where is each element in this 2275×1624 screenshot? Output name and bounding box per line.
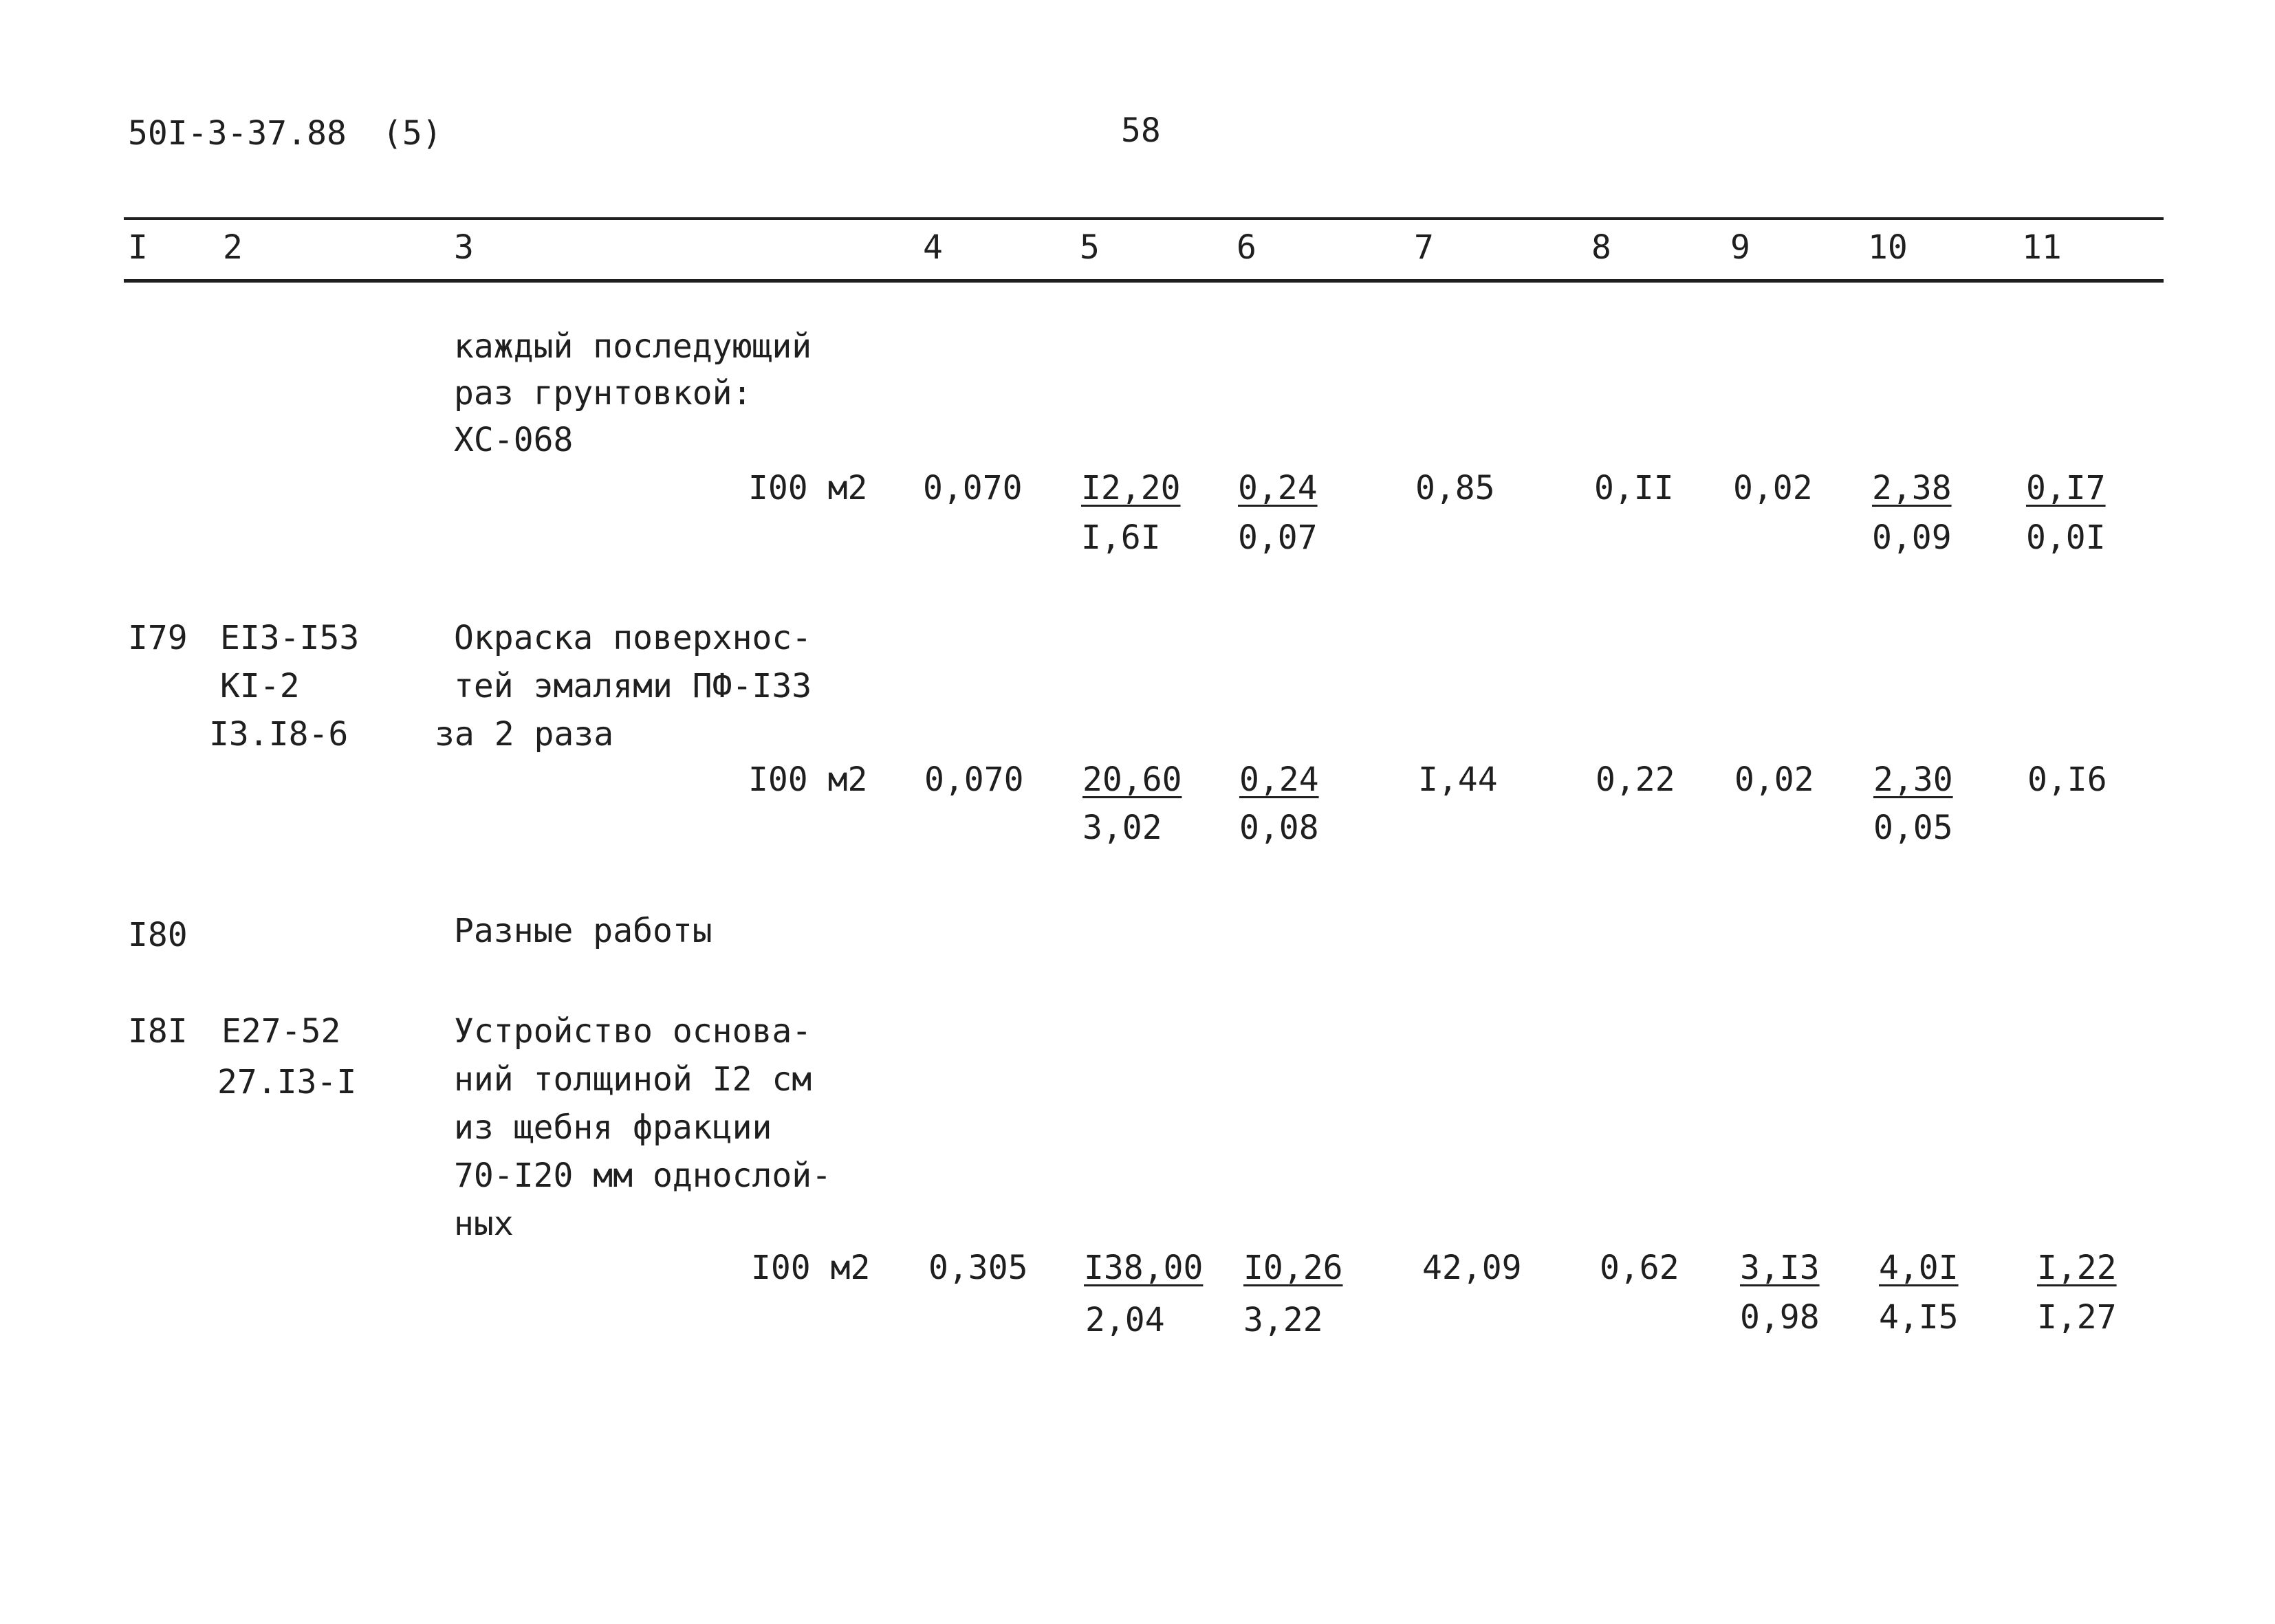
row-col6-bottom: 3,22 [1243, 1301, 1323, 1339]
row-quantity: 0,070 [923, 469, 1023, 507]
row-col5-top: I2,20 [1081, 469, 1181, 507]
row-col6-top: I0,26 [1243, 1249, 1343, 1287]
row-col7: I,44 [1418, 760, 1498, 799]
row-unit: I00 м2 [748, 760, 868, 799]
row-col5-bottom: I,6I [1081, 518, 1161, 557]
row-description-line: ний толщиной I2 см [454, 1060, 812, 1099]
row-col10-bottom: 0,05 [1873, 809, 1953, 847]
row-col10-bottom: 0,09 [1872, 518, 1952, 557]
document-part: (5) [382, 114, 442, 153]
column-header-8: 8 [1591, 228, 1611, 267]
row-col11-top: 0,I6 [2027, 760, 2107, 799]
row-col11-top: I,22 [2037, 1249, 2117, 1287]
row-col8: 0,II [1594, 469, 1674, 507]
row-col6-top: 0,24 [1238, 469, 1318, 507]
column-header-3: 3 [454, 228, 474, 267]
table-top-rule [124, 217, 2164, 220]
row-description-line: Окраска поверхнос- [454, 619, 812, 657]
row-col8: 0,22 [1596, 760, 1675, 799]
column-header-10: 10 [1868, 228, 1908, 267]
row-col10-top: 2,30 [1873, 760, 1953, 799]
row-description-line: тей эмалями ПФ-I33 [454, 667, 812, 705]
row-col6-top: 0,24 [1239, 760, 1319, 799]
row-code-line: 27.I3-I [217, 1063, 357, 1101]
row-col6-bottom: 0,08 [1239, 809, 1319, 847]
row-description-line: Разные работы [454, 912, 712, 950]
row-code-line: EI3-I53 [220, 619, 360, 657]
row-col11-bottom: I,27 [2037, 1298, 2117, 1337]
row-code-line: KI-2 [220, 667, 300, 705]
row-description-line: раз грунтовкой: [454, 374, 752, 413]
row-description-line: ХС-068 [454, 421, 574, 459]
row-number: I80 [128, 916, 188, 954]
row-col5-bottom: 2,04 [1085, 1301, 1165, 1339]
row-description-line: каждый последующий [454, 327, 812, 366]
row-col11-top: 0,I7 [2026, 469, 2106, 507]
row-col5-top: 20,60 [1082, 760, 1182, 799]
row-description-line: Устройство основа- [454, 1012, 812, 1051]
row-unit: I00 м2 [748, 469, 868, 507]
row-col6-bottom: 0,07 [1238, 518, 1318, 557]
row-col5-top: I38,00 [1084, 1249, 1204, 1287]
column-header-1: I [128, 228, 148, 267]
row-description-line: из щебня фракции [454, 1108, 772, 1147]
row-code-line: E27-52 [221, 1012, 341, 1051]
column-header-6: 6 [1237, 228, 1256, 267]
row-description-line: ных [454, 1205, 514, 1243]
row-col7: 42,09 [1422, 1249, 1522, 1287]
row-description-line: 70-I20 мм однослой- [454, 1156, 832, 1195]
row-col9-top: 3,I3 [1740, 1249, 1820, 1287]
column-header-11: 11 [2022, 228, 2062, 267]
column-header-4: 4 [923, 228, 943, 267]
column-header-2: 2 [223, 228, 243, 267]
row-col11-bottom: 0,0I [2026, 518, 2106, 557]
page-number: 58 [1121, 111, 1161, 150]
column-header-7: 7 [1414, 228, 1434, 267]
row-code-line: I3.I8-6 [209, 715, 349, 754]
row-col10-top: 4,0I [1879, 1249, 1959, 1287]
row-col5-bottom: 3,02 [1082, 809, 1162, 847]
row-quantity: 0,070 [924, 760, 1024, 799]
row-col9-top: 0,02 [1734, 760, 1814, 799]
column-header-5: 5 [1080, 228, 1100, 267]
row-col9-top: 0,02 [1733, 469, 1813, 507]
row-col10-bottom: 4,I5 [1879, 1298, 1959, 1337]
row-quantity: 0,305 [928, 1249, 1028, 1287]
row-number: I79 [128, 619, 188, 657]
row-col9-bottom: 0,98 [1740, 1298, 1820, 1337]
row-col8: 0,62 [1600, 1249, 1679, 1287]
document-code: 50I-3-37.88 [128, 114, 347, 153]
row-number: I8I [128, 1012, 188, 1051]
row-description-line: за 2 раза [435, 715, 614, 754]
row-col7: 0,85 [1415, 469, 1495, 507]
row-unit: I00 м2 [751, 1249, 871, 1287]
table-header-rule [124, 279, 2164, 283]
row-col10-top: 2,38 [1872, 469, 1952, 507]
column-header-9: 9 [1730, 228, 1750, 267]
